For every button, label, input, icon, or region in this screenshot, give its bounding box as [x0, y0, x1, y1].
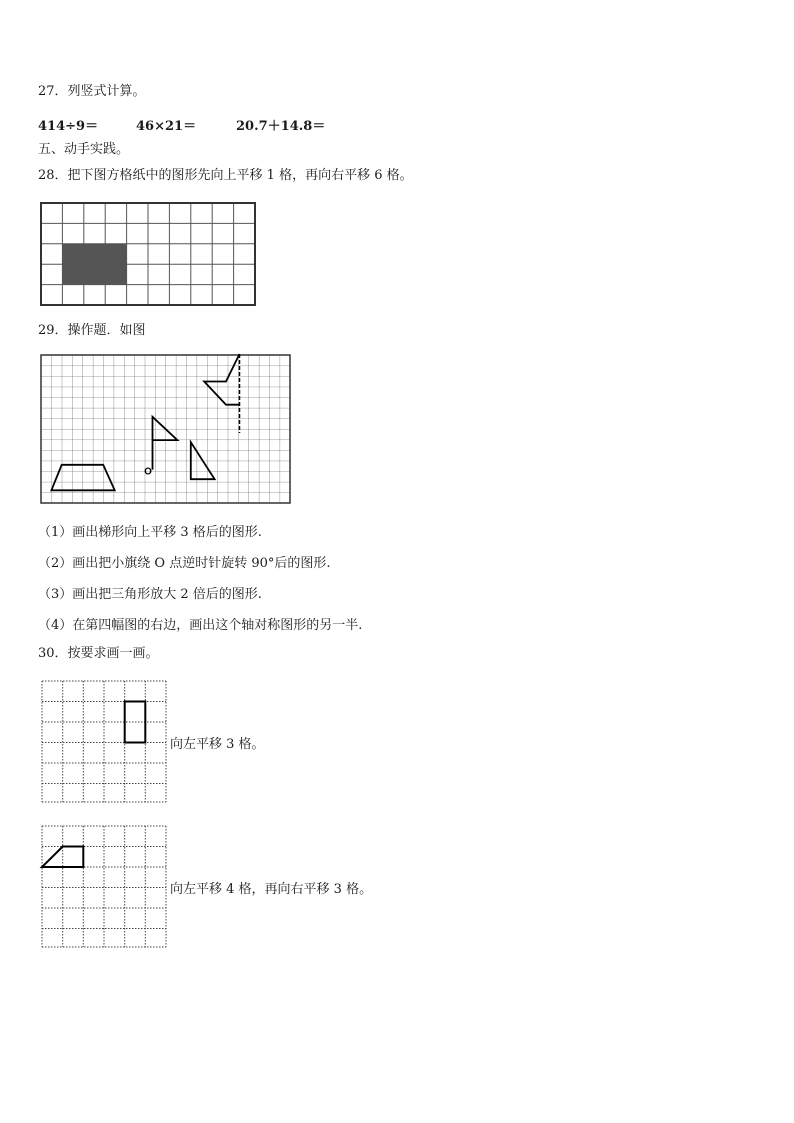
q30-grid-2	[40, 824, 168, 950]
q29-item-2: （2）画出把小旗绕 O 点逆时针旋转 90°后的图形.	[38, 556, 331, 571]
q30-note-1: 向左平移 3 格。	[170, 737, 265, 752]
q30-grid-1	[40, 679, 168, 805]
q30-note-2: 向左平移 4 格，再向右平移 3 格。	[170, 882, 373, 897]
q28-grid-figure	[38, 200, 258, 306]
q27-title: 27．列竖式计算。	[38, 84, 146, 99]
q29-item-3: （3）画出把三角形放大 2 倍后的图形.	[38, 587, 262, 602]
shaded-rectangle	[62, 244, 126, 285]
q29-title: 29．操作题．如图	[38, 323, 146, 338]
q27-expression-2: 46×21＝	[136, 119, 197, 134]
q29-grid-figure	[38, 353, 294, 505]
q29-item-4: （4）在第四幅图的右边，画出这个轴对称图形的另一半.	[38, 618, 363, 633]
q29-item-1: （1）画出梯形向上平移 3 格后的图形.	[38, 525, 262, 540]
q30-title: 30．按要求画一画。	[38, 646, 159, 661]
q27-expression-3: 20.7＋14.8＝	[236, 119, 326, 134]
q27-expression-1: 414÷9＝	[38, 119, 99, 134]
q28-title: 28．把下图方格纸中的图形先向上平移 1 格，再向右平移 6 格。	[38, 168, 413, 183]
section-title: 五、动手实践。	[38, 142, 130, 157]
point-o-label: O	[144, 467, 152, 476]
